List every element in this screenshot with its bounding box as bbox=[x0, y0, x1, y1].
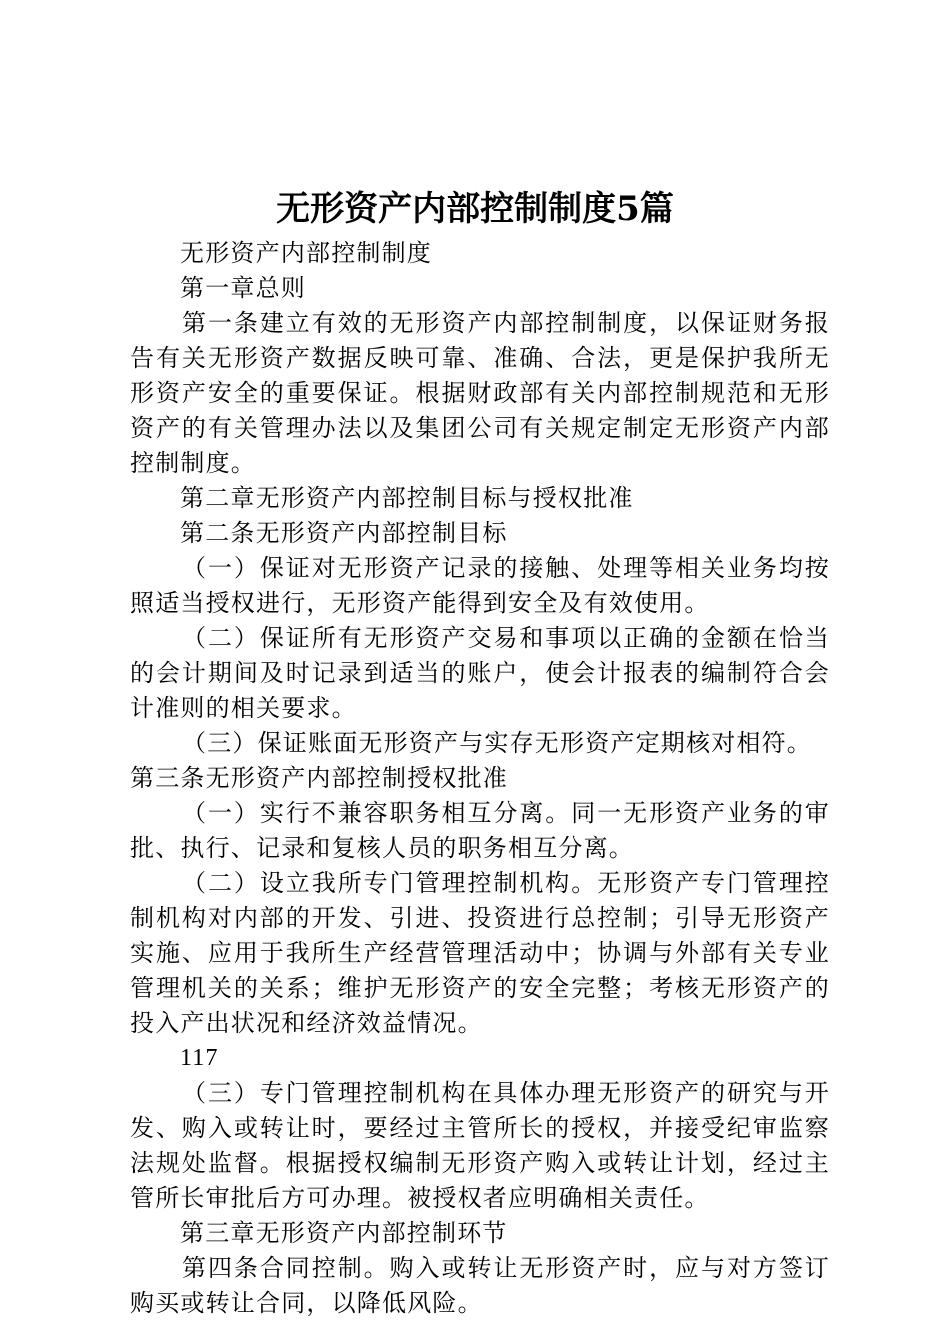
document-title: 无形资产内部控制制度5篇 bbox=[276, 189, 674, 229]
article-2-item-3: （三）保证账面无形资产与实存无形资产定期核对相符。 bbox=[182, 729, 812, 757]
article-3-item-3: （三）专门管理控制机构在具体办理无形资产的研究与开发、购入或转让时，要经过主管所长的授权，并接受纪审监察法规处监督。根据授权编制无形资产购入或转让计划，经过主管所长审批后方可办理。被授权者应明确相关责任。 bbox=[130, 1079, 830, 1212]
article-2-heading: 第二条无形资产内部控制目标 bbox=[180, 519, 508, 547]
chapter-heading-3: 第三章无形资产内部控制环节 bbox=[180, 1219, 508, 1247]
paragraph-subtitle: 无形资产内部控制制度 bbox=[180, 239, 432, 267]
article-2-item-2: （二）保证所有无形资产交易和事项以正确的金额在恰当的会计期间及时记录到适当的账户，使会计报表的编制符合会计准则的相关要求。 bbox=[130, 624, 830, 722]
article-3-item-1: （一）实行不兼容职务相互分离。同一无形资产业务的审批、执行、记录和复核人员的职务相互分离。 bbox=[130, 799, 830, 862]
document-body bbox=[130, 236, 830, 1321]
chapter-heading-2: 第二章无形资产内部控制目标与授权批准 bbox=[180, 484, 634, 512]
article-2-item-1: （一）保证对无形资产记录的接触、处理等相关业务均按照适当授权进行，无形资产能得到安全及有效使用。 bbox=[130, 554, 830, 617]
article-4: 第四条合同控制。购入或转让无形资产时，应与对方签订购买或转让合同，以降低风险。 bbox=[130, 1254, 830, 1317]
article-3-heading: 第三条无形资产内部控制授权批准 bbox=[130, 764, 508, 792]
page-number: 117 bbox=[180, 1045, 219, 1071]
chapter-heading-1: 第一章总则 bbox=[180, 274, 306, 302]
article-1: 第一条建立有效的无形资产内部控制制度，以保证财务报告有关无形资产数据反映可靠、准确、合法，更是保护我所无形资产安全的重要保证。根据财政部有关内部控制规范和无形资产的有关管理办法以及集团公司有关规定制定无形资产内部控制制度。 bbox=[130, 309, 830, 477]
article-3-item-2: （二）设立我所专门管理控制机构。无形资产专门管理控制机构对内部的开发、引进、投资进行总控制；引导无形资产实施、应用于我所生产经营管理活动中；协调与外部有关专业管理机关的关系；维护无形资产的安全完整；考核无形资产的投入产出状况和经济效益情况。 bbox=[130, 869, 830, 1037]
